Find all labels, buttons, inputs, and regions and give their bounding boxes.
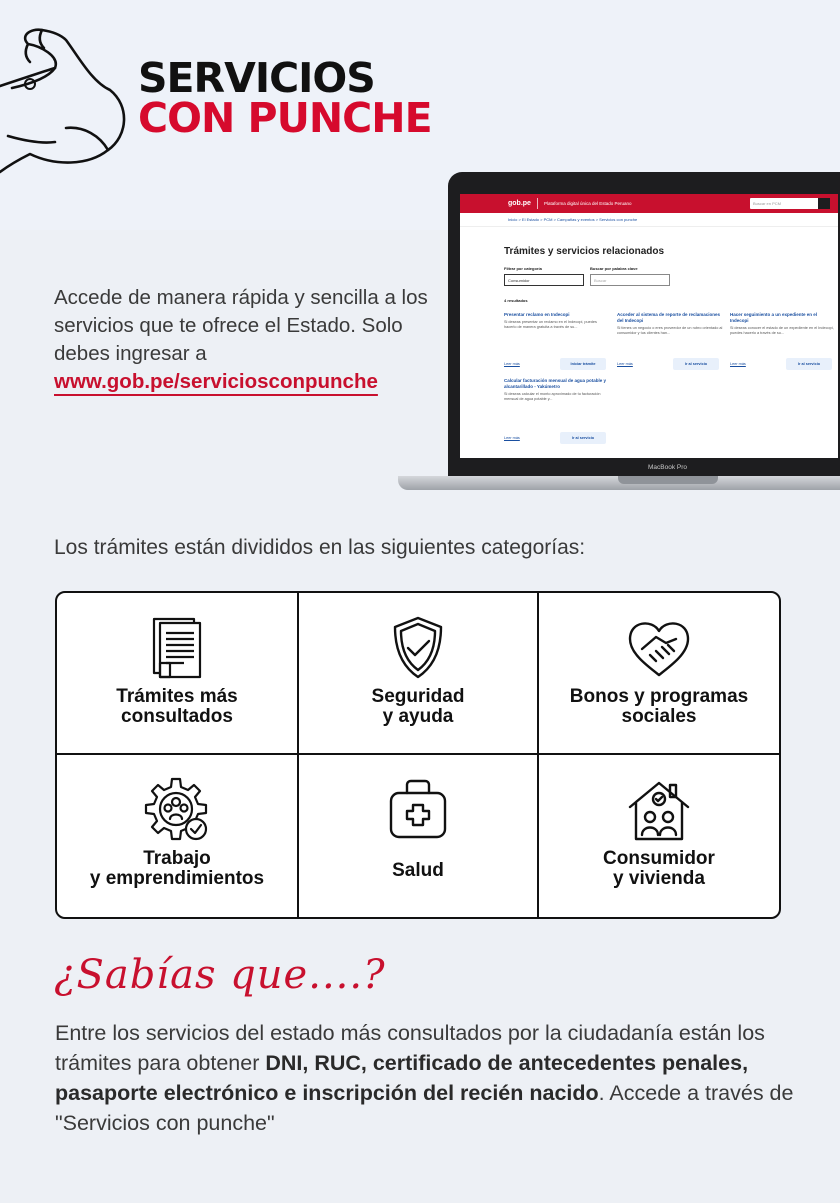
- screen-card-more: Leer más: [617, 362, 633, 366]
- screen-filter-select: Consumidor: [504, 274, 584, 286]
- screen-card-title: Acceder al sistema de reporte de reclamaciones del Indecopi: [617, 312, 721, 323]
- screen-card: [730, 312, 836, 372]
- intro-paragraph: [54, 284, 434, 396]
- flexed-bicep-icon: [0, 26, 130, 176]
- laptop-mockup: [398, 172, 840, 494]
- category-label: Salud: [392, 860, 444, 881]
- category-seguridad[interactable]: [299, 593, 539, 755]
- closing-highlight: DNI, RUC, certificado de antecedentes penales, pasaporte electrónico e inscripción del recién nacido: [55, 1051, 749, 1105]
- screen-search-input: Buscar en PCM: [750, 198, 820, 209]
- category-trabajo[interactable]: [57, 755, 299, 917]
- screen-card-desc: Si deseas calcular el monto aproximado de tu facturación mensual de agua potable y...: [504, 392, 601, 401]
- screen-card: [617, 312, 723, 372]
- category-label: Seguridad y ayuda: [371, 686, 465, 727]
- screen-card-button: Ir al servicio: [673, 358, 719, 370]
- logo-divider: [537, 198, 538, 209]
- medical-kit-icon: [385, 777, 451, 843]
- closing-paragraph: [55, 1018, 795, 1138]
- screen-card-title: Calcular facturación mensual de agua potable y alcantarillado - Yakúmetro: [504, 378, 607, 389]
- screen-card-title: Presentar reclamo en Indecopi: [504, 312, 570, 317]
- screen-card-button: Ir al servicio: [786, 358, 832, 370]
- laptop-model-label: MacBook Pro: [648, 464, 688, 471]
- categories-grid: [55, 591, 781, 919]
- screen-keyword-input: Buscar: [590, 274, 670, 286]
- heart-handshake-icon: [626, 615, 692, 681]
- category-label: Trabajo y emprendimientos: [89, 848, 265, 889]
- shield-check-icon: [385, 615, 451, 681]
- screen-card-title: Hacer seguimiento a un expediente en el Indecopi: [730, 312, 818, 323]
- screen-card-button: Iniciar trámite: [560, 358, 606, 370]
- closing-text-1: Entre los servicios del estado más consultados por la ciudadanía están los trámites para obtener: [55, 1021, 765, 1075]
- page-title: [138, 54, 432, 142]
- platform-tagline: Plataforma digital única del Estado Peruano: [543, 201, 632, 206]
- screen-card-desc: Si deseas conocer el estado de un expediente en el Indecopi, puedes hacerlo a través de su...: [730, 326, 834, 335]
- title-line-1: SERVICIOS: [138, 54, 375, 102]
- screen-title: Trámites y servicios relacionados: [504, 246, 665, 257]
- document-list-icon: [144, 615, 210, 681]
- categories-intro: Los trámites están divididos en las siguientes categorías:: [54, 536, 586, 559]
- category-tramites[interactable]: [57, 593, 299, 755]
- website-link[interactable]: www.gob.pe/serviciosconpunche: [54, 370, 378, 393]
- screen-card: [504, 378, 610, 448]
- screen-card-button: Ir al servicio: [560, 432, 606, 444]
- house-family-icon: [626, 777, 692, 843]
- screen-search-icon: [818, 198, 830, 209]
- screen-card-more: Leer más: [730, 362, 746, 366]
- gobpe-logo: gob.pe: [508, 200, 531, 207]
- screen-card-desc: Si deseas presentar un reclamo en el Indecopi, puedes hacerlo de manera gratuita a través de su...: [504, 320, 597, 329]
- category-label: Bonos y programas sociales: [569, 686, 749, 727]
- category-label: Consumidor y vivienda: [603, 848, 715, 889]
- intro-text: Accede de manera rápida y sencilla a los servicios que te ofrece el Estado. Solo debes ingresar a: [54, 286, 428, 365]
- category-consumidor[interactable]: [539, 755, 779, 917]
- laptop-notch: [618, 476, 718, 484]
- gear-people-check-icon: [144, 777, 210, 843]
- screen-keyword-label: Buscar por palabra clave: [590, 266, 638, 271]
- screen-card-desc: Si tienes un negocio o eres proveedor de un rubro orientado al consumidor y tus clientes han...: [617, 326, 723, 335]
- title-line-2: CON PUNCHE: [138, 94, 432, 142]
- did-you-know-heading: ¿Sabías que....?: [54, 952, 386, 998]
- laptop-screen: [460, 194, 838, 458]
- category-label: Trámites más consultados: [116, 686, 238, 727]
- category-bonos[interactable]: [539, 593, 779, 755]
- screen-card-more: Leer más: [504, 436, 520, 440]
- category-salud[interactable]: [299, 755, 539, 917]
- screen-breadcrumb: Inicio > El Estado > PCM > Campañas y eventos > Servicios con punche: [460, 213, 838, 227]
- closing-text-2: . Accede a través de "Servicios con punche": [55, 1081, 794, 1135]
- screen-card: [504, 312, 610, 372]
- screen-filter-label: Filtrar por categoría: [504, 266, 542, 271]
- screen-results-count: 4 resultados: [504, 298, 528, 303]
- screen-card-more: Leer más: [504, 362, 520, 366]
